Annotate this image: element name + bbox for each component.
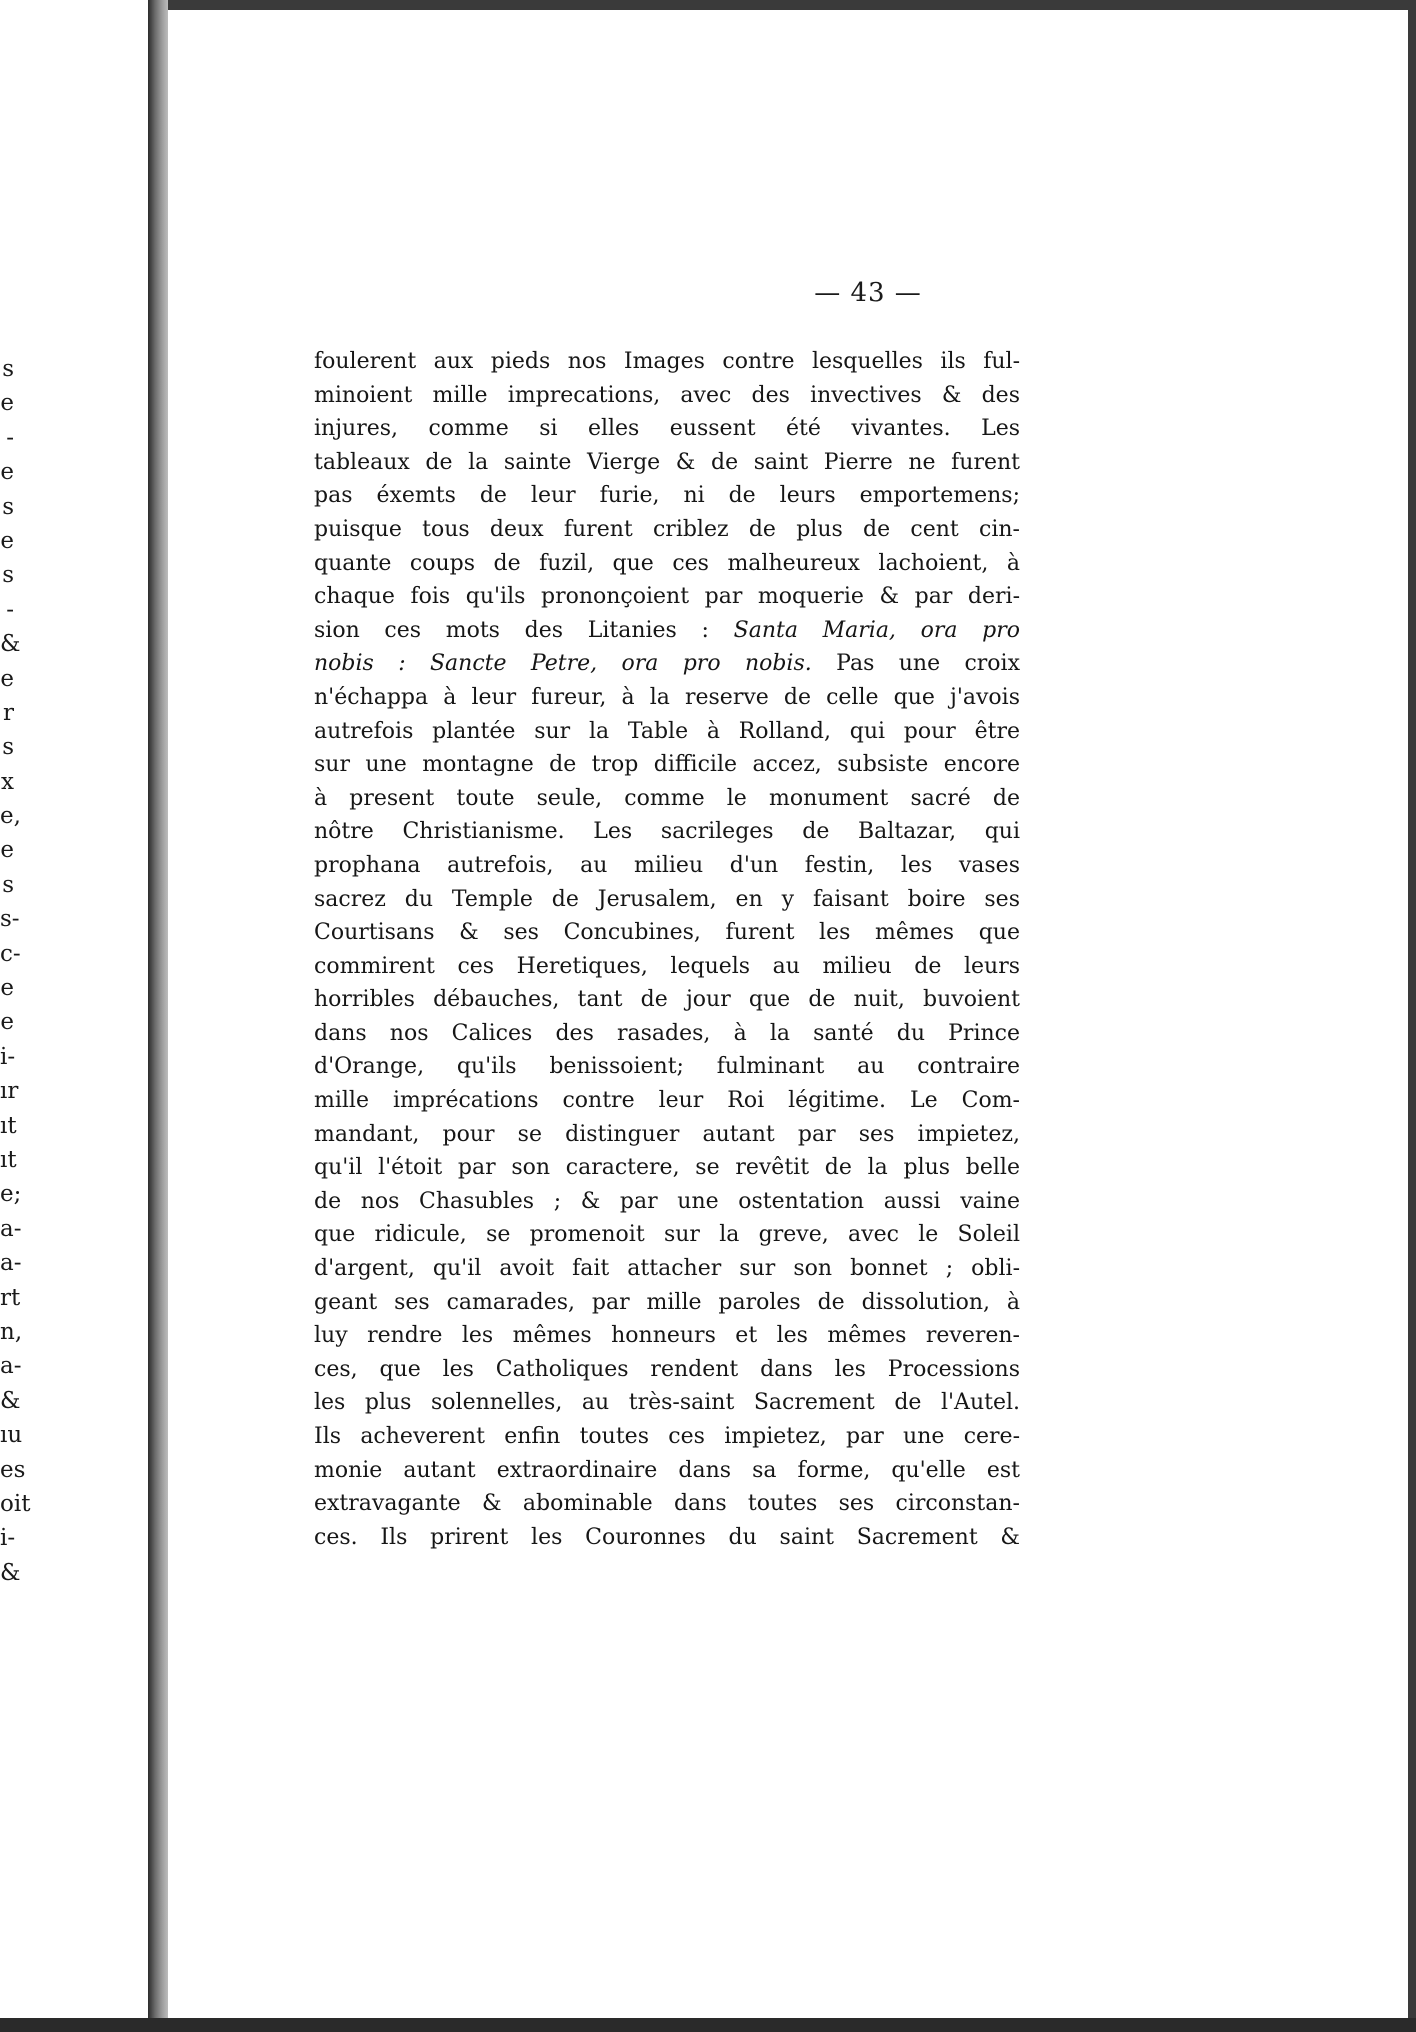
text-line: qu'il l'étoit par son caractere, se revêtit de la plus belle — [314, 1155, 1020, 1181]
text-line: tableaux de la sainte Vierge & de saint Pierre ne furent — [314, 449, 1020, 475]
left-fragment: e — [0, 527, 14, 554]
text-line: foulerent aux pieds nos Images contre lesquelles ils ful- — [314, 349, 1020, 374]
scan-bottom-edge — [0, 2018, 1416, 2032]
left-fragment: e — [0, 1009, 14, 1036]
scan-right-edge — [1408, 0, 1416, 2032]
page-number — [168, 278, 1408, 308]
text-line: autrefois plantée sur la Table à Rolland, qui pour être — [314, 718, 1020, 744]
left-fragment: s — [2, 356, 14, 382]
left-fragment: e, — [0, 803, 21, 830]
text-line: à present toute seule, comme le monument sacré de — [314, 785, 1020, 811]
text-line: commirent ces Heretiques, lequels au milieu de leurs — [314, 953, 1020, 979]
book-gutter — [148, 0, 168, 2032]
left-fragment: e — [0, 665, 14, 692]
text-line: mandant, pour se distinguer autant par ses impietez, — [314, 1121, 1020, 1147]
left-fragment: & — [0, 1559, 21, 1586]
left-fragment: n, — [0, 1318, 23, 1345]
left-fragment: & — [0, 631, 21, 658]
left-fragment: i- — [0, 1525, 16, 1552]
left-fragment: rt — [0, 1284, 21, 1311]
text-line: monie autant extraordinaire dans sa forme, qu'elle est — [314, 1457, 1020, 1483]
text-line: d'Orange, qu'ils benissoient; fulminant au contraire — [314, 1054, 1020, 1080]
left-fragment: x — [1, 768, 14, 795]
text-line: geant ses camarades, par mille paroles de dissolution, à — [314, 1289, 1020, 1315]
text-line-plain: Pas une croix — [836, 651, 1020, 677]
text-line: horribles débauches, tant de jour que de nuit, buvoient — [314, 987, 1020, 1013]
text-line: puisque tous deux furent criblez de plus de cent cin- — [314, 516, 1020, 542]
left-fragment: r — [3, 699, 14, 726]
right-page — [168, 10, 1408, 2020]
text-line: prophana autrefois, au milieu d'un festin, les vases — [314, 852, 1020, 878]
left-fragment: - — [6, 424, 14, 451]
text-line: ces, que les Catholiques rendent dans les Processions — [314, 1356, 1020, 1382]
left-fragment: ıu — [0, 1422, 23, 1449]
left-fragment: oit — [0, 1490, 31, 1517]
text-line: sur une montagne de trop difficile accez, subsiste encore — [314, 752, 1020, 778]
left-fragment: e — [0, 459, 14, 486]
left-fragment: c- — [0, 940, 21, 967]
text-line: les plus solennelles, au très-saint Sacrement de l'Autel. — [314, 1390, 1020, 1416]
left-fragment: a- — [0, 1353, 22, 1380]
text-line: extravagante & abominable dans toutes ses circonstan- — [314, 1491, 1020, 1517]
left-fragment: e — [0, 837, 14, 864]
text-line: injures, comme si elles eussent été vivantes. Les — [314, 416, 1020, 442]
text-line: de nos Chasubles ; & par une ostentation aussi vaine — [314, 1188, 1020, 1214]
left-fragment: s- — [0, 906, 20, 933]
text-line: d'argent, qu'il avoit fait attacher sur son bonnet ; obli- — [314, 1256, 1020, 1282]
text-line: chaque fois qu'ils prononçoient par moquerie & par deri- — [314, 584, 1020, 610]
left-fragment: s — [2, 493, 14, 520]
text-line: quante coups de fuzil, que ces malheureux lachoient, à — [314, 550, 1020, 576]
page-number-text: — 43 — — [814, 278, 922, 308]
text-line-plain: sion ces mots des Litanies : — [314, 617, 709, 643]
text-line: que ridicule, se promenoit sur la greve, avec le Soleil — [314, 1222, 1020, 1248]
left-fragment: ıt — [0, 1146, 17, 1173]
text-line: pas éxemts de leur furie, ni de leurs emportemens; — [314, 483, 1020, 509]
left-page-text-fragments — [0, 352, 148, 1590]
text-line-italic: nobis : Sancte Petre, ora pro nobis. — [314, 651, 812, 677]
text-line: luy rendre les mêmes honneurs et les mêmes reveren- — [314, 1323, 1020, 1349]
text-line: n'échappa à leur fureur, à la reserve de celle que j'avois — [314, 684, 1020, 710]
left-fragment: & — [0, 1387, 21, 1414]
text-line: sacrez du Temple de Jerusalem, en y faisant boire ses — [314, 886, 1020, 912]
text-line — [314, 647, 1020, 681]
page-body-text — [314, 345, 1020, 1554]
left-fragment: s — [2, 734, 14, 761]
left-fragment: s — [2, 871, 14, 898]
left-fragment: es — [0, 1456, 26, 1483]
text-line: mille imprécations contre leur Roi légitime. Le Com- — [314, 1088, 1020, 1114]
text-line: dans nos Calices des rasades, à la santé du Prince — [314, 1020, 1020, 1046]
left-page-sliver — [0, 0, 148, 2018]
text-line: Courtisans & ses Concubines, furent les mêmes que — [314, 920, 1020, 946]
left-fragment: - — [6, 596, 14, 623]
scan-top-edge — [168, 0, 1416, 10]
text-line: Ils acheverent enfin toutes ces impietez, par une cere- — [314, 1424, 1020, 1449]
left-fragment: s — [2, 562, 14, 589]
text-line — [314, 614, 1020, 648]
text-line: minoient mille imprecations, avec des invectives & des — [314, 382, 1020, 408]
left-fragment: e — [0, 390, 14, 417]
text-line-italic: Santa Maria, ora pro — [733, 617, 1020, 643]
left-fragment: e; — [0, 1181, 22, 1208]
left-fragment: a- — [0, 1250, 22, 1277]
left-fragment: a- — [0, 1215, 22, 1242]
left-fragment: ır — [0, 1078, 19, 1105]
left-fragment: e — [0, 975, 14, 1002]
text-line: ces. Ils prirent les Couronnes du saint Sacrement & — [314, 1524, 1020, 1550]
left-fragment: ıt — [0, 1112, 17, 1139]
text-line: nôtre Christianisme. Les sacrileges de Baltazar, qui — [314, 819, 1020, 845]
left-fragment: i- — [0, 1043, 16, 1070]
